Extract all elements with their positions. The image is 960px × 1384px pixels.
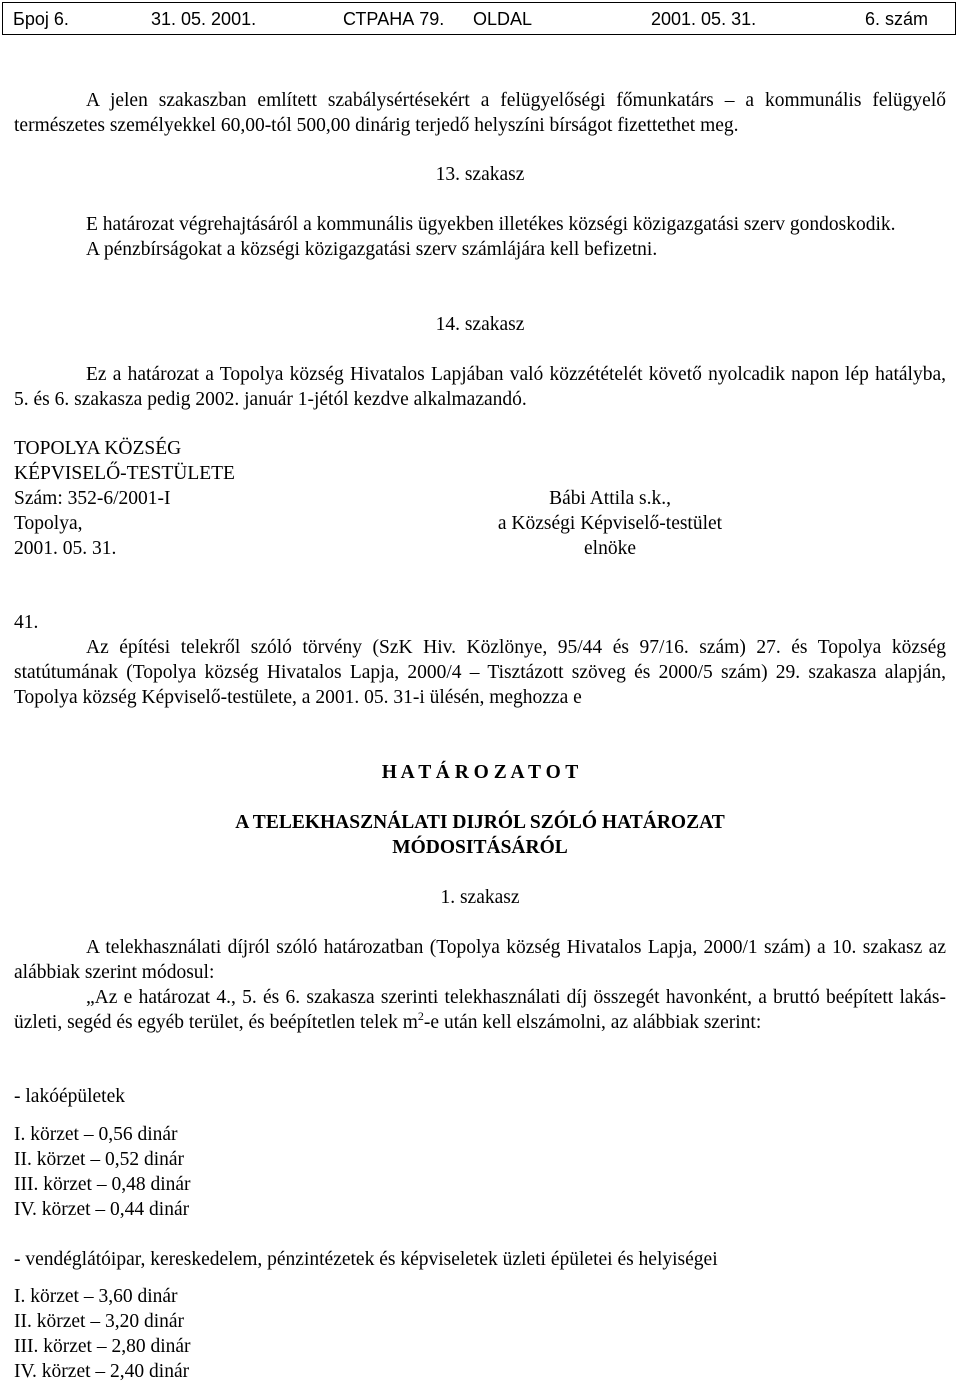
- signatory-title: elnöke: [584, 538, 636, 559]
- section-14-p1: Ez a határozat a Topolya község Hivatalos Lapjában való közzétételét követő nyolcadik napon lép hatályba, 5. és 6. szakasza pedig 2002. január 1-jétól kezdve alkalmazandó.: [14, 364, 946, 410]
- document-number: 41.: [14, 612, 39, 633]
- signatory-role: a Községi Képviselő-testület: [497, 513, 723, 534]
- superscript-2: 2: [417, 1009, 424, 1023]
- header-date-left: 31. 05. 2001.: [151, 9, 257, 29]
- signature-org-line2: KÉPVISELŐ-TESTÜLETE: [14, 463, 235, 484]
- section-1-p2-text: „Az e határozat 4., 5. és 6. szakasza szerinti telekhasználati díj összegét havonként, a bruttó beépített lakás- üzleti, segéd és egyéb terület, és beépítetlen telek m: [14, 987, 946, 1033]
- section-1-p2-text-end: -e után kell elszámolni, az alábbiak szerint:: [423, 1012, 762, 1033]
- group-2-title: - vendéglátóipar, kereskedelem, pénzintézetek és képviseletek üzleti épületei és helyiségei: [14, 1249, 718, 1270]
- section-1-p2: [14, 985, 946, 1035]
- list-item: I. körzet – 0,56 dinár: [14, 1124, 178, 1145]
- list-item: II. körzet – 0,52 dinár: [14, 1149, 185, 1170]
- section-13-p1: E határozat végrehajtásáról a kommunális ügyekben illetékes községi közigazgatási szerv gondoskodik.: [86, 214, 896, 235]
- decision-heading: H A T Á R O Z A T O T: [381, 762, 579, 783]
- group-1-list: [14, 1122, 191, 1222]
- section-1-body: [14, 935, 946, 1035]
- list-item: II. körzet – 3,20 dinár: [14, 1311, 185, 1332]
- list-item: IV. körzet – 2,40 dinár: [14, 1361, 190, 1382]
- page-header: [2, 2, 956, 35]
- list-item: III. körzet – 2,80 dinár: [14, 1336, 191, 1357]
- preamble: [14, 635, 946, 710]
- header-page-cyr: СТРАНА 79.: [343, 9, 445, 29]
- header-date-right: 2001. 05. 31.: [651, 9, 757, 29]
- header-issue-hu: 6. szám: [865, 9, 929, 29]
- list-item: III. körzet – 0,48 dinár: [14, 1174, 191, 1195]
- section-14-title: 14. szakasz: [435, 314, 525, 335]
- section-13-p2: A pénzbírságokat a községi közigazgatási szerv számlájára kell befizetni.: [86, 239, 658, 260]
- section-13-title: 13. szakasz: [435, 164, 525, 185]
- list-item: IV. körzet – 0,44 dinár: [14, 1199, 190, 1220]
- intro-paragraph: [14, 88, 946, 138]
- preamble-text: Az építési telekről szóló törvény (SzK Hiv. Közlönye, 95/44 és 97/16. szám) 27. és Topolya község statútumának (Topolya község Hivatalos Lapja, 2000/4 – Tisztázott szöveg és 2000/5 szám) 29. szakasza alapján, Topolya község Képviselő-testülete, a 2001. 05. 31-i ülésén, meghozza e: [14, 637, 946, 708]
- intro-text: A jelen szakaszban említett szabálysértésekért a felügyelőségi főmunkatárs – a kommunális felügyelő természetes személyekkel 60,00-tól 500,00 dinárig terjedő helyszíni bírságot fizettethet meg.: [14, 90, 946, 136]
- signature-place: Topolya,: [14, 513, 83, 534]
- group-1-title: - lakóépületek: [14, 1086, 125, 1107]
- decision-title-line1: A TELEKHASZNÁLATI DIJRÓL SZÓLÓ HATÁROZAT: [235, 812, 725, 833]
- signature-number: Szám: 352-6/2001-I: [14, 488, 171, 509]
- signatory-name: Bábi Attila s.k.,: [549, 488, 671, 509]
- decision-title-line2: MÓDOSITÁSÁRÓL: [392, 837, 568, 858]
- header-page-hu: OLDAL: [473, 9, 533, 29]
- section-1-p1: A telekhasználati díjról szóló határozatban (Topolya község Hivatalos Lapja, 2000/1 szám) a 10. szakasz az alábbiak szerint módosul:: [14, 937, 946, 983]
- section-13-body: [14, 212, 946, 262]
- group-2-list: [14, 1284, 191, 1384]
- signature-date: 2001. 05. 31.: [14, 538, 117, 559]
- header-issue-cyr: Број 6.: [13, 9, 69, 29]
- signature-org-line1: TOPOLYA KÖZSÉG: [14, 438, 182, 459]
- section-1-title: 1. szakasz: [440, 887, 520, 908]
- section-14-body: [14, 362, 946, 412]
- list-item: I. körzet – 3,60 dinár: [14, 1286, 178, 1307]
